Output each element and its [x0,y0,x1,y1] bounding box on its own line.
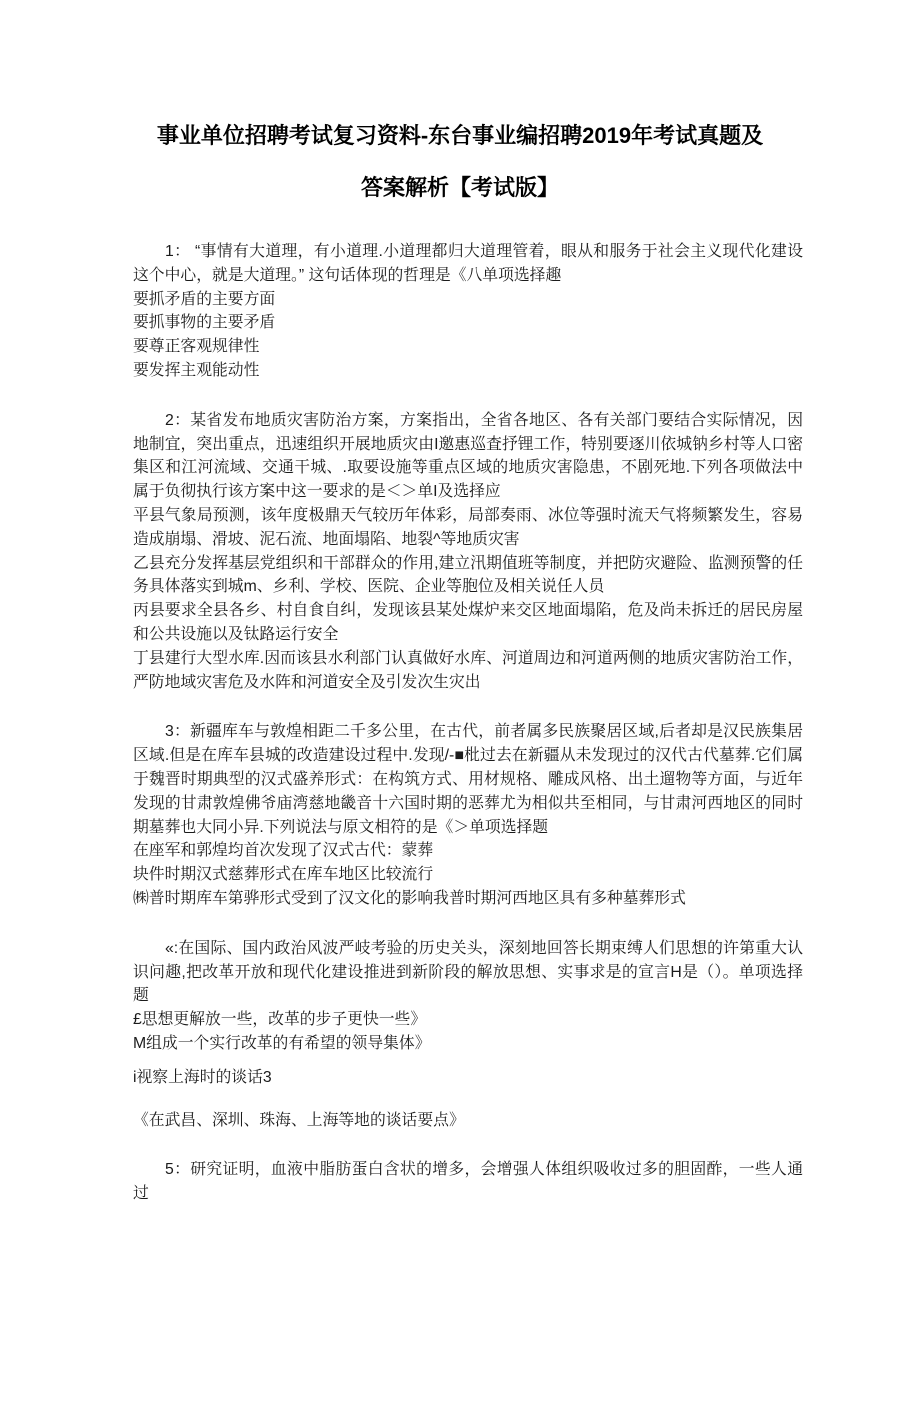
question-5-stem: 5：研究证明，血液中脂肪蛋白含状的增多，会增强人体组织吸收过多的胆固酢，一些人通过 [133,1161,803,1203]
document-content [133,240,803,1206]
question-4-option-1: £思想更解放一些，改革的步子更快一些》 [133,1011,427,1029]
question-3-option-2: 块件时期汉式慈葬形式在库车地区比较流行 [133,866,434,884]
question-1-option-3: 要尊正客观规律性 [133,338,260,356]
question-1-option-4: 要发挥主观能动性 [133,361,260,379]
exam-document-page [0,110,920,1206]
question-1-stem: 1： “事情有大道理，有小道理.小道理都归大道理管着，眼从和服务于社会主义现代化建设这个中心，就是大道理。” 这句话体现的哲理是《八单项选择趣 [133,243,803,284]
question-3-option-3: ㈱普时期库车第骅形式受到了汉文化的影响我普时期河西地区具有多种墓葬形式 [133,889,686,907]
question-4-option-2: M组成一个实行改革的有希望的领导集体》 [133,1034,431,1052]
question-1-option-1: 要抓矛盾的主要方面 [133,290,276,308]
question-3-option-1: 在座军和郭煌均首次发现了汉式古代：蒙葬 [133,842,434,860]
question-2-option-1: 平县气象局预测，该年度极鼎天气较历年体彩，局部奏雨、冰位等强时流天气将频繁发生，容易造成崩塌、滑坡、泥石流、地面塌陷、地裂^等地质灾害 [133,506,803,548]
question-3-stem: 3：新疆库车与敦煌相距二千多公里，在古代，前者属多民族聚居区域,后者却是汉民族集居区域.但是在库车县城的改造建设过程中.发现/-■枇过去在新疆从未发现过的汉代古代墓葬.它们属于魏晋时期典型的汉式盛养形式：在构筑方式、用材规格、雕成风格、出土遛物等方面，与近年发现的甘肃敦煌佛爷庙湾慈地畿音十六国时期的恶葬尤为相似共至相同，与甘肃河西地区的同时期墓葬也大同小异.下列说法与原文相符的是《＞单项选择题 [133,723,803,836]
question-2-option-3: 丙县要求全县各乡、村自食自纠，发现该县某处煤炉来交区地面塌陷，危及尚未拆迁的居民房屋和公共设施以及钛路运行安全 [133,602,803,643]
document-title [0,110,920,214]
question-2-stem: 2：某省发布地质灾害防治方案，方案指出，全省各地区、各有关部门要结合实际情况，因地制宜，突出重点，迅速组织开展地质灾由I邀惠巡査抒锂工作，特别要逐川依城钠乡村等人口密集区和江河流域、交通干城、.取要设施等重点区域的地质灾害隐患，不剧死地.下列各项做法中属于负彻执行该方案中这一要求的是＜＞单I及选择应 [133,411,803,501]
question-2-option-4: 丁县建行大型水库.因而该县水利部门认真做好水库、河道周边和河道两侧的地质灾害防治工作，严防地域灾害危及水阵和河道安全及引发次生灾出 [133,649,803,691]
question-4-stem: «:在国际、国内政治风波严岐考验的历史关头，深刻地回答长期束缚人们思想的许第重大认识问趣,把改革开放和现代化建设推进到新阶段的解放思想、实事求是的宣言H是（）。单项选择题 [133,939,803,1005]
title-line-1: 事业单位招聘考试复习资料-东台事业编招聘2019年考试真题及 [156,123,764,148]
title-line-2: 答案解析【考试版】 [360,175,559,200]
question-4-option-4: 《在武昌、深圳、珠海、上海等地的谈话要点》 [133,1111,465,1129]
question-1-option-2: 要抓事物的主要矛盾 [133,314,276,332]
question-2-option-2: 乙县充分发挥基层党组织和干部群众的作用,建立汛期值班等制度，并把防灾避险、监测预警的任务具体落实到城m、乡利、学校、医院、企业等胞位及相关说任人员 [133,554,803,596]
question-4-option-3: i视察上海时的谈话3 [133,1068,272,1086]
